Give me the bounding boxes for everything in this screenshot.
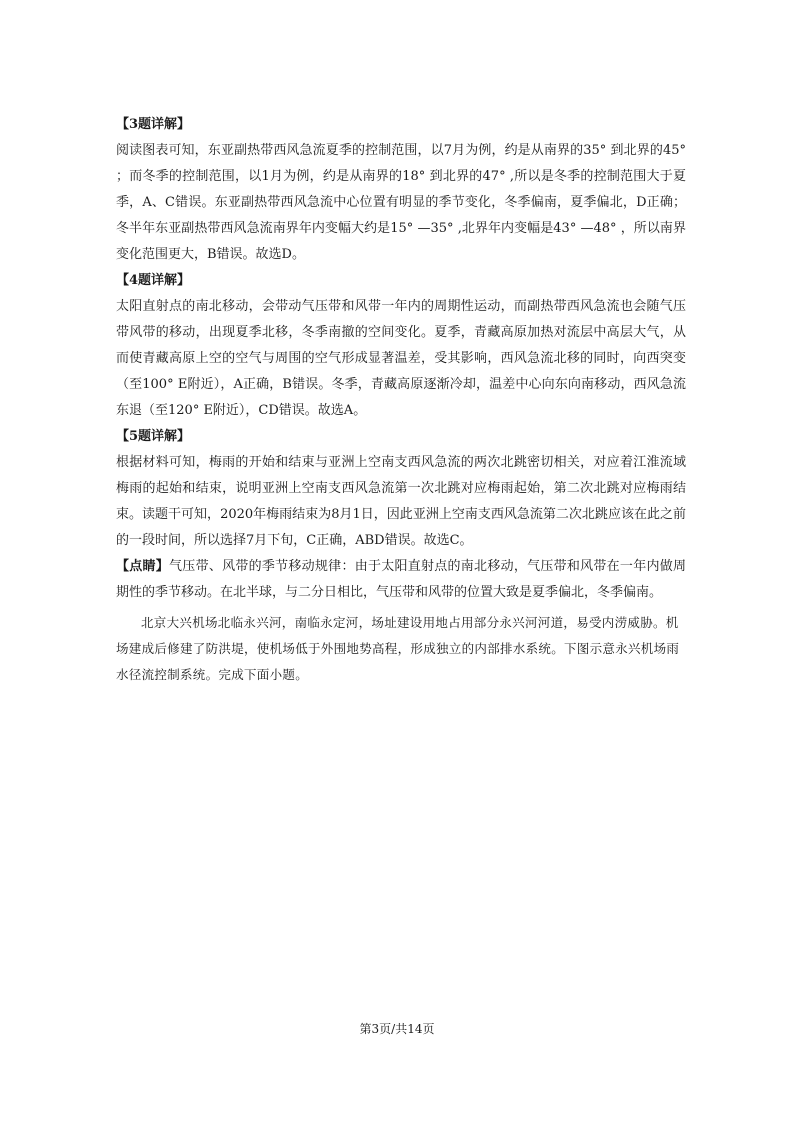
section-body: 太阳直射点的南北移动，会带动气压带和风带一年内的周期性运动，而副热带西风急流也会随气压带风带的移动，出现夏季北移，冬季南撤的空间变化。夏季，青藏高原加热对流层中高层大气，从而使青藏高原上空的空气与周围的空气形成显著温差，受其影响，西风急流北移的同时，向西突变（至100° E附近），A正确，B错误。冬季，青藏高原逐渐冷却，温差中心向东向南移动，西风急流东退（至120° E附近），CD错误。故选A。 <box>116 299 686 418</box>
section-body: 阅读图表可知，东亚副热带西风急流夏季的控制范围，以7月为例，约是从南界的35° 到北界的45° ；而冬季的控制范围，以1月为例，约是从南界的18° 到北界的47° ,所以是冬季的控制范围大于夏季，A、C错误。东亚副热带西风急流中心位置有明显的季节变化，冬季偏南，夏季偏北，D正确；冬半年东亚副热带西风急流南界年内变幅大约是15° —35° ,北界年内变幅是43° —48° ，所以南界变化范围更大，B错误。故选D。 <box>116 143 686 262</box>
section-q4 <box>116 268 686 424</box>
note-paragraph <box>116 554 686 606</box>
section-q5 <box>116 424 686 554</box>
section-q3 <box>116 112 686 268</box>
note-label: 【点睛】 <box>116 559 170 574</box>
page-footer <box>0 1020 794 1037</box>
document-page <box>116 112 686 688</box>
note-body: 气压带、风带的季节移动规律：由于太阳直射点的南北移动，气压带和风带在一年内做周期性的季节移动。在北半球，与二分日相比，气压带和风带的位置大致是夏季偏北，冬季偏南。 <box>116 559 686 600</box>
section-heading: 【3题详解】 <box>116 117 191 132</box>
section-heading: 【4题详解】 <box>116 273 191 288</box>
question-intro: 北京大兴机场北临永兴河，南临永定河，场址建设用地占用部分永兴河河道，易受内涝威胁。机场建成后修建了防洪堤，使机场低于外围地势高程，形成独立的内部排水系统。下图示意永兴机场雨水径流控制系统。完成下面小题。 <box>116 615 680 682</box>
page-number: 第3页/共14页 <box>359 1022 435 1036</box>
section-body: 根据材料可知，梅雨的开始和结束与亚洲上空南支西风急流的两次北跳密切相关，对应着江淮流域梅雨的起始和结束，说明亚洲上空南支西风急流第一次北跳对应梅雨起始，第二次北跳对应梅雨结束。读题干可知，2020年梅雨结束为8月1日，因此亚洲上空南支西风急流第二次北跳应该在此之前的一段时间，所以选择7月下旬，C正确，ABD错误。故选C。 <box>116 455 686 548</box>
section-heading: 【5题详解】 <box>116 429 191 444</box>
